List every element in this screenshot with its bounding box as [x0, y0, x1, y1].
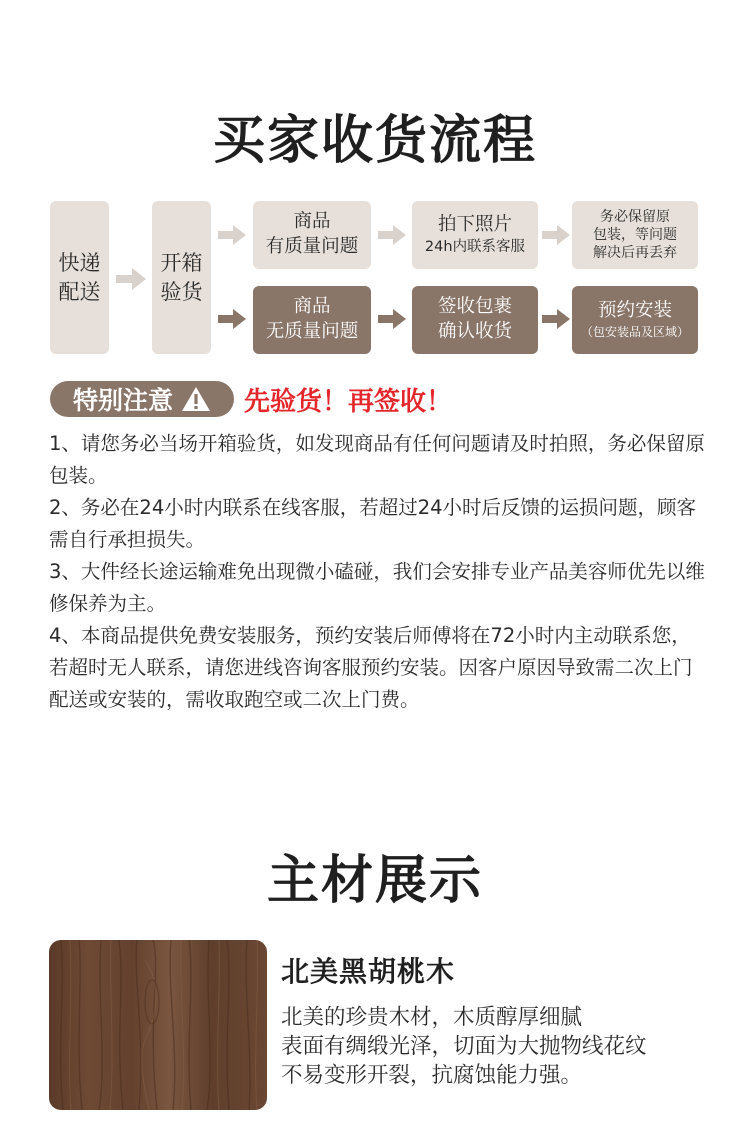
arrow-right-icon — [542, 225, 570, 245]
arrow-right-icon — [218, 225, 246, 245]
flow-box-inspect-line2: 验货 — [160, 279, 203, 304]
material-description-line: 北美的珍贵木材，木质醇厚细腻 — [281, 1005, 583, 1030]
flow-box-delivery-line2: 配送 — [58, 279, 101, 304]
arrow-right-icon — [378, 225, 406, 245]
flow-box-quality-issue — [253, 201, 371, 269]
flow-box-sign-receipt-line1: 签收包裹 — [437, 296, 512, 318]
notice-item: 1、请您务必当场开箱验货，如发现商品有任何问题请及时拍照，务必保留原包装。 — [49, 432, 705, 487]
flow-box-book-install — [572, 286, 698, 354]
material-description-line: 不易变形开裂，抗腐蚀能力强。 — [281, 1063, 583, 1088]
flow-box-inspect — [152, 201, 211, 354]
notice-list — [49, 428, 709, 716]
flow-section-title: 买家收货流程 — [212, 111, 537, 171]
material-name: 北美黑胡桃木 — [281, 955, 456, 988]
warning-icon — [181, 386, 211, 412]
notice-item: 2、务必在24小时内联系在线客服，若超过24小时后反馈的运损问题，顾客需自行承担损失。 — [49, 496, 697, 551]
arrow-right-icon — [378, 309, 406, 329]
arrow-right-icon — [116, 268, 146, 290]
flow-box-keep-package-line2: 包装，等问题 — [593, 226, 677, 243]
flow-box-quality-issue-line1: 商品 — [293, 211, 331, 233]
flow-box-quality-issue-line2: 有质量问题 — [265, 236, 359, 257]
arrow-right-icon — [218, 309, 246, 329]
flow-box-take-photo-line1: 拍下照片 — [437, 213, 512, 235]
flow-box-delivery — [50, 201, 109, 354]
walnut-wood-image — [49, 940, 267, 1110]
material-description — [281, 1003, 647, 1090]
flow-box-no-quality-issue-line2: 无质量问题 — [265, 321, 359, 342]
flow-box-sign-receipt-line2: 确认收货 — [437, 321, 512, 342]
flow-box-take-photo-line2: 24h内联系客服 — [424, 238, 526, 255]
notice-label-text: 特别注意 — [72, 386, 173, 415]
flow-box-keep-package — [572, 201, 698, 269]
notice-item: 3、大件经长途运输难免出现微小磕碰，我们会安排专业产品美容师优先以维修保养为主。 — [49, 560, 705, 615]
arrow-right-icon — [542, 309, 570, 329]
flow-box-take-photo — [412, 201, 538, 269]
flow-box-book-install-line2: （包安装品及区域） — [580, 325, 689, 340]
material-section-title: 主材展示 — [266, 851, 483, 911]
flow-box-inspect-line1: 开箱 — [160, 251, 203, 276]
flow-box-no-quality-issue-line1: 商品 — [293, 296, 331, 318]
flow-box-delivery-line1: 快递 — [58, 251, 101, 276]
flow-box-sign-receipt — [412, 286, 538, 354]
notice-label — [50, 381, 234, 417]
flow-box-book-install-line1: 预约安装 — [597, 300, 672, 322]
flow-box-keep-package-line1: 务必保留原 — [600, 208, 670, 225]
flow-box-keep-package-line3: 解决后再丢弃 — [593, 245, 677, 262]
material-description-line: 表面有绸缎光泽，切面为大抛物线花纹 — [281, 1034, 647, 1059]
notice-item: 4、本商品提供免费安装服务，预约安装后师傅将在72小时内主动联系您，若超时无人联系，请您进线咨询客服预约安装。因客户原因导致需二次上门配送或安装的，需收取跑空或二次上门费。 — [49, 624, 693, 711]
flow-box-no-quality-issue — [253, 286, 371, 354]
notice-warning: 先验货！再签收！ — [244, 386, 453, 417]
